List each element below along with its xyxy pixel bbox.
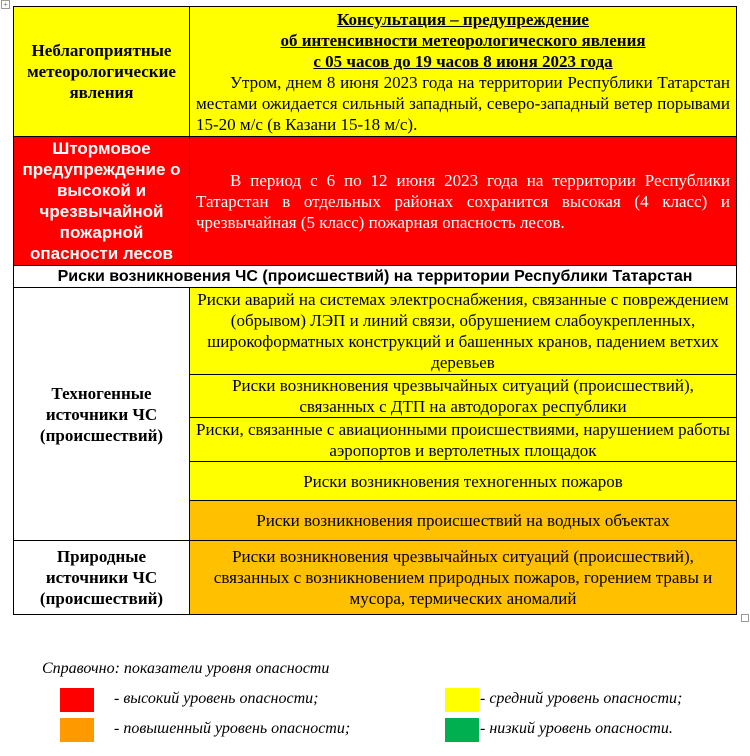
- meteo-title-line3: с 05 часов до 19 часов 8 июня 2023 года: [313, 51, 613, 71]
- meteo-title-line1: Консультация – предупреждение: [337, 9, 589, 29]
- table-move-handle-icon[interactable]: +: [1, 0, 10, 9]
- risk-forecast-table: [13, 6, 737, 615]
- fire-label: Штормовое предупреждение о высокой и чрезвычайной пожарной опасности лесов: [14, 137, 190, 266]
- technogenic-row-1: [14, 288, 737, 375]
- legend-swatch-high: [60, 688, 94, 712]
- fire-row: [14, 137, 737, 266]
- technogenic-item-3: Риски, связанные с авиационными происшествиями, нарушением работы аэропортов и вертолетных площадок: [190, 418, 737, 462]
- meteo-title-line2: об интенсивности метеорологического явления: [280, 30, 646, 50]
- technogenic-label: Техногенные источники ЧС (происшествий): [14, 288, 190, 541]
- legend-label-high: - высокий уровень опасности;: [114, 690, 319, 707]
- legend-label-low: - низкий уровень опасности.: [480, 720, 673, 737]
- meteo-body: Утром, днем 8 июня 2023 года на территории Республики Татарстан местами ожидается сильный западный, северо-западный ветер порывами 15-20 м/с (в Казани 15-18 м/с).: [196, 72, 730, 134]
- fire-body: В период с 6 по 12 июня 2023 года на территории Республики Татарстан в отдельных районах сохранится высокая (4 класс) и чрезвычайная (5 класс) пожарная опасность лесов.: [190, 137, 737, 266]
- technogenic-item-4: Риски возникновения техногенных пожаров: [190, 462, 737, 501]
- table-end-marker: [741, 614, 749, 622]
- meteo-content: [190, 7, 737, 137]
- risks-header: Риски возникновения ЧС (происшествий) на территории Республики Татарстан: [14, 266, 737, 288]
- legend-label-elevated: - повышенный уровень опасности;: [114, 720, 351, 737]
- legend-label-medium: - средний уровень опасности;: [480, 690, 683, 707]
- legend-swatch-elevated: [60, 718, 94, 742]
- risks-header-row: [14, 266, 737, 288]
- meteo-row: [14, 7, 737, 137]
- legend-swatch-low: [445, 718, 479, 742]
- legend-title: Справочно: показатели уровня опасности: [42, 660, 330, 677]
- meteo-label: Неблагоприятные метеорологические явления: [14, 7, 190, 137]
- legend-swatch-medium: [445, 688, 479, 712]
- technogenic-item-2: Риски возникновения чрезвычайных ситуаций (происшествий), связанных с ДТП на автодорогах республики: [190, 375, 737, 418]
- technogenic-item-1: Риски аварий на системах электроснабжения, связанные с повреждением (обрывом) ЛЭП и линий связи, обрушением слабоукрепленных, широкоформатных конструкций и башенных кранов, падением ветхих деревьев: [190, 288, 737, 375]
- natural-item-1: Риски возникновения чрезвычайных ситуаций (происшествий), связанных с возникновением природных пожаров, горением травы и мусора, термических аномалий: [190, 541, 737, 615]
- technogenic-item-5: Риски возникновения происшествий на водных объектах: [190, 501, 737, 541]
- natural-row: [14, 541, 737, 615]
- natural-label: Природные источники ЧС (происшествий): [14, 541, 190, 615]
